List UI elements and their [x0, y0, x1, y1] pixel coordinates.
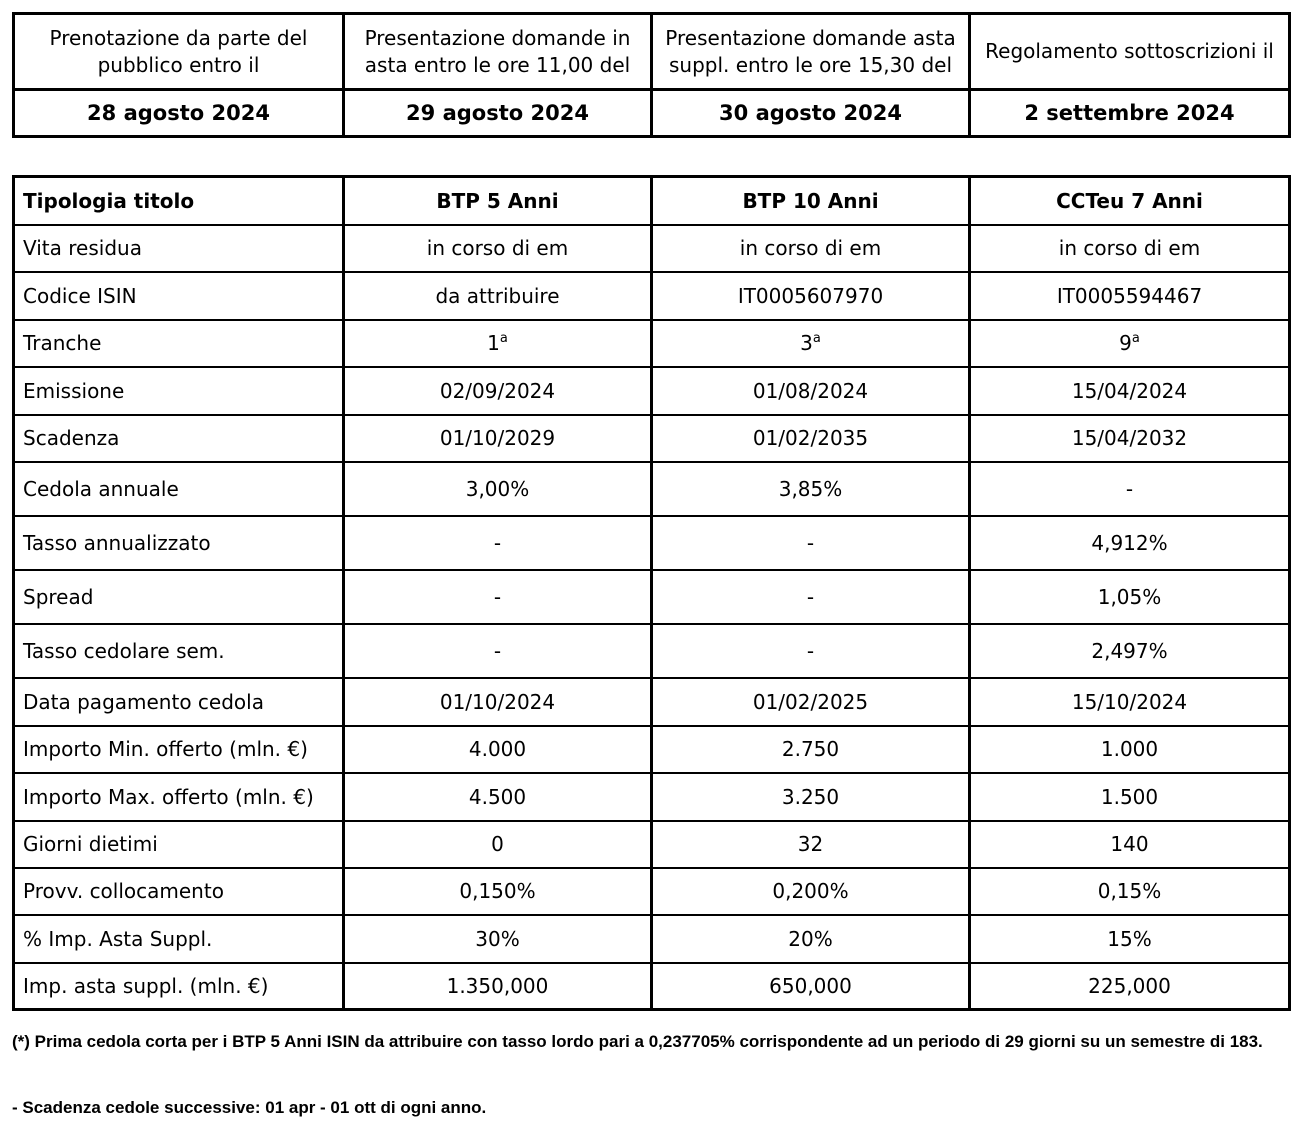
table-row	[14, 225, 1290, 272]
ordinal-suffix: a	[1131, 331, 1140, 346]
ordinal-suffix: a	[499, 331, 508, 346]
header-btp-5: BTP 5 Anni	[344, 177, 652, 225]
cell-btp-10: -	[652, 570, 970, 624]
table-row	[14, 462, 1290, 516]
row-label: Imp. asta suppl. (mln. €)	[14, 963, 344, 1010]
cell-btp-5: 4.000	[344, 726, 652, 773]
cell-ccteu-7: 1.500	[970, 773, 1290, 821]
cell-ccteu-7: 0,15%	[970, 868, 1290, 915]
table-row	[14, 773, 1290, 821]
cell-btp-10	[652, 320, 970, 367]
cell-ccteu-7: IT0005594467	[970, 272, 1290, 320]
row-label: Emissione	[14, 367, 344, 415]
schedule-phase-prenotazione: Prenotazione da parte del pubblico entro il	[14, 14, 344, 90]
auction-schedule-table	[12, 12, 1291, 138]
row-label: Tasso annualizzato	[14, 516, 344, 570]
bond-details-table	[12, 175, 1291, 1011]
cell-ccteu-7: 4,912%	[970, 516, 1290, 570]
row-label: Scadenza	[14, 415, 344, 462]
table-row	[14, 272, 1290, 320]
cell-btp-10: in corso di em	[652, 225, 970, 272]
schedule-phase-row	[14, 14, 1290, 90]
cell-ccteu-7: 140	[970, 821, 1290, 868]
cell-btp-5	[344, 320, 652, 367]
cell-btp-5: 0,150%	[344, 868, 652, 915]
cell-btp-10: 01/02/2025	[652, 678, 970, 726]
cell-ccteu-7: 15/10/2024	[970, 678, 1290, 726]
bond-header-row	[14, 177, 1290, 225]
table-row	[14, 963, 1290, 1010]
table-row	[14, 570, 1290, 624]
row-label: Vita residua	[14, 225, 344, 272]
header-label: Tipologia titolo	[14, 177, 344, 225]
table-row	[14, 821, 1290, 868]
cell-btp-10: -	[652, 624, 970, 678]
row-label: Codice ISIN	[14, 272, 344, 320]
cell-btp-5: da attribuire	[344, 272, 652, 320]
footnote-first-coupon: (*) Prima cedola corta per i BTP 5 Anni ISIN da attribuire con tasso lordo pari a 0,237705% corrispondente ad un periodo di 29 giorni su un semestre di 183.	[12, 1032, 1263, 1051]
cell-ccteu-7: 1.000	[970, 726, 1290, 773]
header-btp-10: BTP 10 Anni	[652, 177, 970, 225]
schedule-phase-regolamento: Regolamento sottoscrizioni il	[970, 14, 1290, 90]
cell-btp-10: 0,200%	[652, 868, 970, 915]
table-row	[14, 915, 1290, 963]
row-label: Provv. collocamento	[14, 868, 344, 915]
table-row	[14, 516, 1290, 570]
footnote-coupon-schedule: - Scadenza cedole successive: 01 apr - 01 ott di ogni anno.	[12, 1098, 487, 1117]
cell-btp-5: 4.500	[344, 773, 652, 821]
table-row	[14, 320, 1290, 367]
cell-btp-5: -	[344, 516, 652, 570]
cell-btp-5: 0	[344, 821, 652, 868]
cell-ccteu-7	[970, 320, 1290, 367]
cell-btp-5: -	[344, 570, 652, 624]
cell-btp-5: 3,00%	[344, 462, 652, 516]
row-label: Importo Max. offerto (mln. €)	[14, 773, 344, 821]
row-label: Tranche	[14, 320, 344, 367]
row-label: Data pagamento cedola	[14, 678, 344, 726]
cell-ccteu-7: in corso di em	[970, 225, 1290, 272]
cell-btp-5: -	[344, 624, 652, 678]
row-label: Importo Min. offerto (mln. €)	[14, 726, 344, 773]
cell-btp-10: 32	[652, 821, 970, 868]
cell-btp-10: 3,85%	[652, 462, 970, 516]
cell-btp-10: IT0005607970	[652, 272, 970, 320]
ordinal-suffix: a	[812, 331, 821, 346]
row-label: % Imp. Asta Suppl.	[14, 915, 344, 963]
cell-btp-5: 1.350,000	[344, 963, 652, 1010]
cell-btp-10: -	[652, 516, 970, 570]
cell-btp-5: 01/10/2029	[344, 415, 652, 462]
cell-btp-10: 2.750	[652, 726, 970, 773]
cell-btp-10: 650,000	[652, 963, 970, 1010]
header-ccteu-7: CCTeu 7 Anni	[970, 177, 1290, 225]
tranche-number: 9	[1119, 331, 1132, 355]
schedule-phase-asta: Presentazione domande in asta entro le ore 11,00 del	[344, 14, 652, 90]
table-row	[14, 868, 1290, 915]
row-label: Tasso cedolare sem.	[14, 624, 344, 678]
row-label: Cedola annuale	[14, 462, 344, 516]
table-row	[14, 624, 1290, 678]
schedule-date-prenotazione: 28 agosto 2024	[14, 90, 344, 137]
cell-btp-10: 20%	[652, 915, 970, 963]
schedule-date-row	[14, 90, 1290, 137]
cell-btp-5: in corso di em	[344, 225, 652, 272]
table-row	[14, 678, 1290, 726]
cell-ccteu-7: 15/04/2032	[970, 415, 1290, 462]
cell-btp-5: 02/09/2024	[344, 367, 652, 415]
row-label: Giorni dietimi	[14, 821, 344, 868]
cell-ccteu-7: 2,497%	[970, 624, 1290, 678]
table-row	[14, 367, 1290, 415]
cell-ccteu-7: 15/04/2024	[970, 367, 1290, 415]
tranche-number: 3	[800, 331, 813, 355]
tranche-number: 1	[487, 331, 500, 355]
table-row	[14, 415, 1290, 462]
schedule-phase-asta-suppl: Presentazione domande asta suppl. entro le ore 15,30 del	[652, 14, 970, 90]
cell-btp-10: 01/02/2035	[652, 415, 970, 462]
cell-btp-5: 01/10/2024	[344, 678, 652, 726]
cell-ccteu-7: -	[970, 462, 1290, 516]
schedule-date-regolamento: 2 settembre 2024	[970, 90, 1290, 137]
schedule-date-asta-suppl: 30 agosto 2024	[652, 90, 970, 137]
cell-ccteu-7: 15%	[970, 915, 1290, 963]
cell-ccteu-7: 225,000	[970, 963, 1290, 1010]
schedule-date-asta: 29 agosto 2024	[344, 90, 652, 137]
cell-btp-5: 30%	[344, 915, 652, 963]
cell-btp-10: 3.250	[652, 773, 970, 821]
table-row	[14, 726, 1290, 773]
row-label: Spread	[14, 570, 344, 624]
cell-ccteu-7: 1,05%	[970, 570, 1290, 624]
cell-btp-10: 01/08/2024	[652, 367, 970, 415]
